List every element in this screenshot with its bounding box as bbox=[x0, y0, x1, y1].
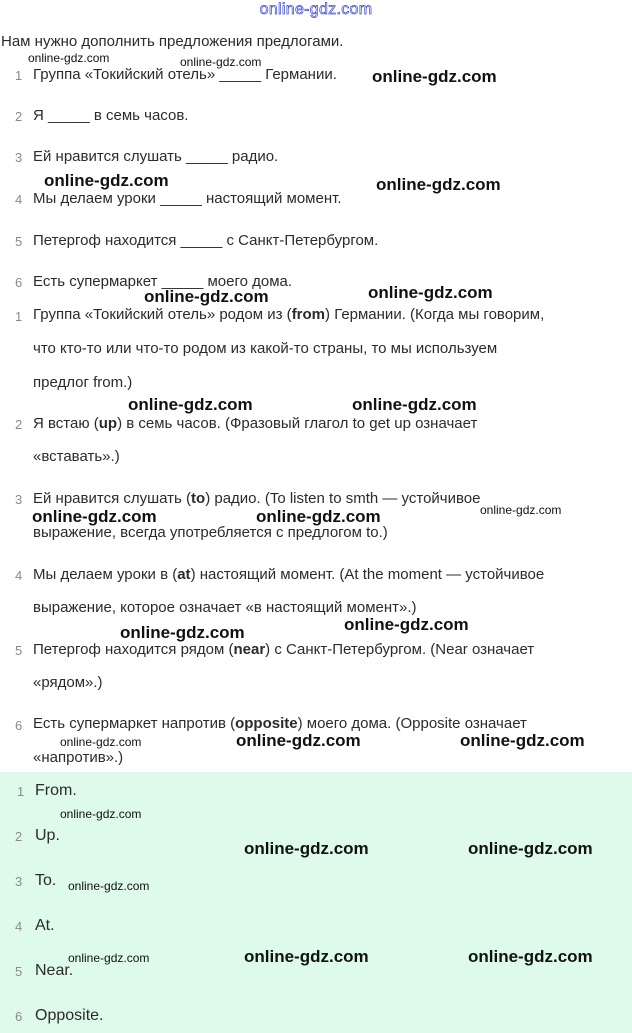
watermark: online-gdz.com bbox=[60, 735, 142, 749]
task-number: 5 bbox=[15, 234, 23, 249]
watermark: online-gdz.com bbox=[244, 947, 369, 966]
task-number: 3 bbox=[15, 150, 23, 165]
answer-word: up bbox=[98, 415, 118, 432]
task-number: 2 bbox=[15, 109, 23, 124]
watermark: online-gdz.com bbox=[244, 839, 369, 858]
explanation-line: Мы делаем уроки в (at) настоящий момент. (At the moment — устойчивое bbox=[33, 566, 545, 583]
watermark: online-gdz.com bbox=[468, 839, 593, 858]
task-number: 6 bbox=[15, 275, 23, 290]
answer-text: To. bbox=[35, 872, 57, 889]
intro-text: Нам нужно дополнить предложения предлогами. bbox=[1, 33, 344, 50]
task-text: Я _____ в семь часов. bbox=[33, 107, 189, 124]
answer-text: Near. bbox=[35, 962, 74, 979]
explanation-number: 3 bbox=[15, 492, 23, 507]
explanation-line: Группа «Токийский отель» родом из (from) Германии. (Когда мы говорим, bbox=[33, 306, 545, 323]
answer-word: near bbox=[233, 641, 266, 658]
task-text: Группа «Токийский отель» _____ Германии. bbox=[33, 66, 337, 83]
task-text: Есть супермаркет _____ моего дома. bbox=[33, 273, 293, 290]
answer-text: Opposite. bbox=[35, 1007, 104, 1024]
explanation-line: предлог from.) bbox=[33, 374, 133, 391]
watermark: online-gdz.com bbox=[128, 395, 253, 414]
watermark: online-gdz.com bbox=[236, 731, 361, 750]
watermark: online-gdz.com bbox=[60, 807, 142, 821]
watermark: online-gdz.com bbox=[372, 67, 497, 86]
explanation-line: Ей нравится слушать (to) радио. (To listen to smth — устойчивое bbox=[33, 490, 481, 507]
explanation-line: Есть супермаркет напротив (opposite) моего дома. (Opposite означает bbox=[33, 715, 527, 732]
watermark: online-gdz.com bbox=[376, 175, 501, 194]
explanation-line: что кто-то или что-то родом из какой-то страны, то мы используем bbox=[33, 340, 498, 357]
task-number: 4 bbox=[15, 192, 23, 207]
watermark: online-gdz.com bbox=[32, 507, 157, 526]
watermark: online-gdz.com bbox=[368, 283, 493, 302]
answer-number: 3 bbox=[15, 874, 23, 889]
top-watermark: online-gdz.com bbox=[259, 1, 373, 18]
explanation-number: 4 bbox=[15, 568, 23, 583]
explanation-number: 5 bbox=[15, 643, 23, 658]
answer-number: 4 bbox=[15, 919, 23, 934]
watermark: online-gdz.com bbox=[68, 879, 150, 893]
watermark: online-gdz.com bbox=[468, 947, 593, 966]
answer-word: at bbox=[177, 566, 191, 583]
watermark: online-gdz.com bbox=[344, 615, 469, 634]
explanation-line: Петергоф находится рядом (near) с Санкт-Петербургом. (Near означает bbox=[33, 641, 535, 658]
watermark: online-gdz.com bbox=[68, 951, 150, 965]
answer-text: Up. bbox=[35, 827, 60, 844]
watermark: online-gdz.com bbox=[256, 507, 381, 526]
answer-number: 6 bbox=[15, 1009, 23, 1024]
watermark: online-gdz.com bbox=[480, 503, 562, 517]
explanation-line: выражение, которое означает «в настоящий момент».) bbox=[33, 599, 417, 616]
answer-number: 1 bbox=[17, 784, 25, 799]
task-text: Ей нравится слушать _____ радио. bbox=[33, 148, 279, 165]
watermark: online-gdz.com bbox=[28, 51, 110, 65]
explanation-line: «рядом».) bbox=[33, 674, 103, 691]
explanation-number: 6 bbox=[15, 718, 23, 733]
answer-text: From. bbox=[35, 782, 77, 799]
answer-word: opposite bbox=[235, 715, 298, 732]
explanation-number: 2 bbox=[15, 417, 23, 432]
watermark: online-gdz.com bbox=[180, 55, 262, 69]
explanation-line: Я встаю (up) в семь часов. (Фразовый глагол to get up означает bbox=[33, 415, 478, 432]
explanation-number: 1 bbox=[15, 309, 23, 324]
task-number: 1 bbox=[15, 68, 23, 83]
task-text: Петергоф находится _____ с Санкт-Петербургом. bbox=[33, 232, 379, 249]
answer-word: from bbox=[291, 306, 326, 323]
watermark: online-gdz.com bbox=[144, 287, 269, 306]
watermark: online-gdz.com bbox=[44, 171, 169, 190]
watermark: online-gdz.com bbox=[120, 623, 245, 642]
answer-text: At. bbox=[35, 917, 55, 934]
explanation-line: выражение, всегда употребляется с предлогом to.) bbox=[33, 524, 388, 541]
watermark: online-gdz.com bbox=[352, 395, 477, 414]
answer-number: 5 bbox=[15, 964, 23, 979]
answer-number: 2 bbox=[15, 829, 23, 844]
answer-word: to bbox=[191, 490, 206, 507]
task-text: Мы делаем уроки _____ настоящий момент. bbox=[33, 190, 342, 207]
explanation-line: «вставать».) bbox=[33, 448, 120, 465]
explanation-line: «напротив».) bbox=[33, 749, 124, 766]
watermark: online-gdz.com bbox=[460, 731, 585, 750]
